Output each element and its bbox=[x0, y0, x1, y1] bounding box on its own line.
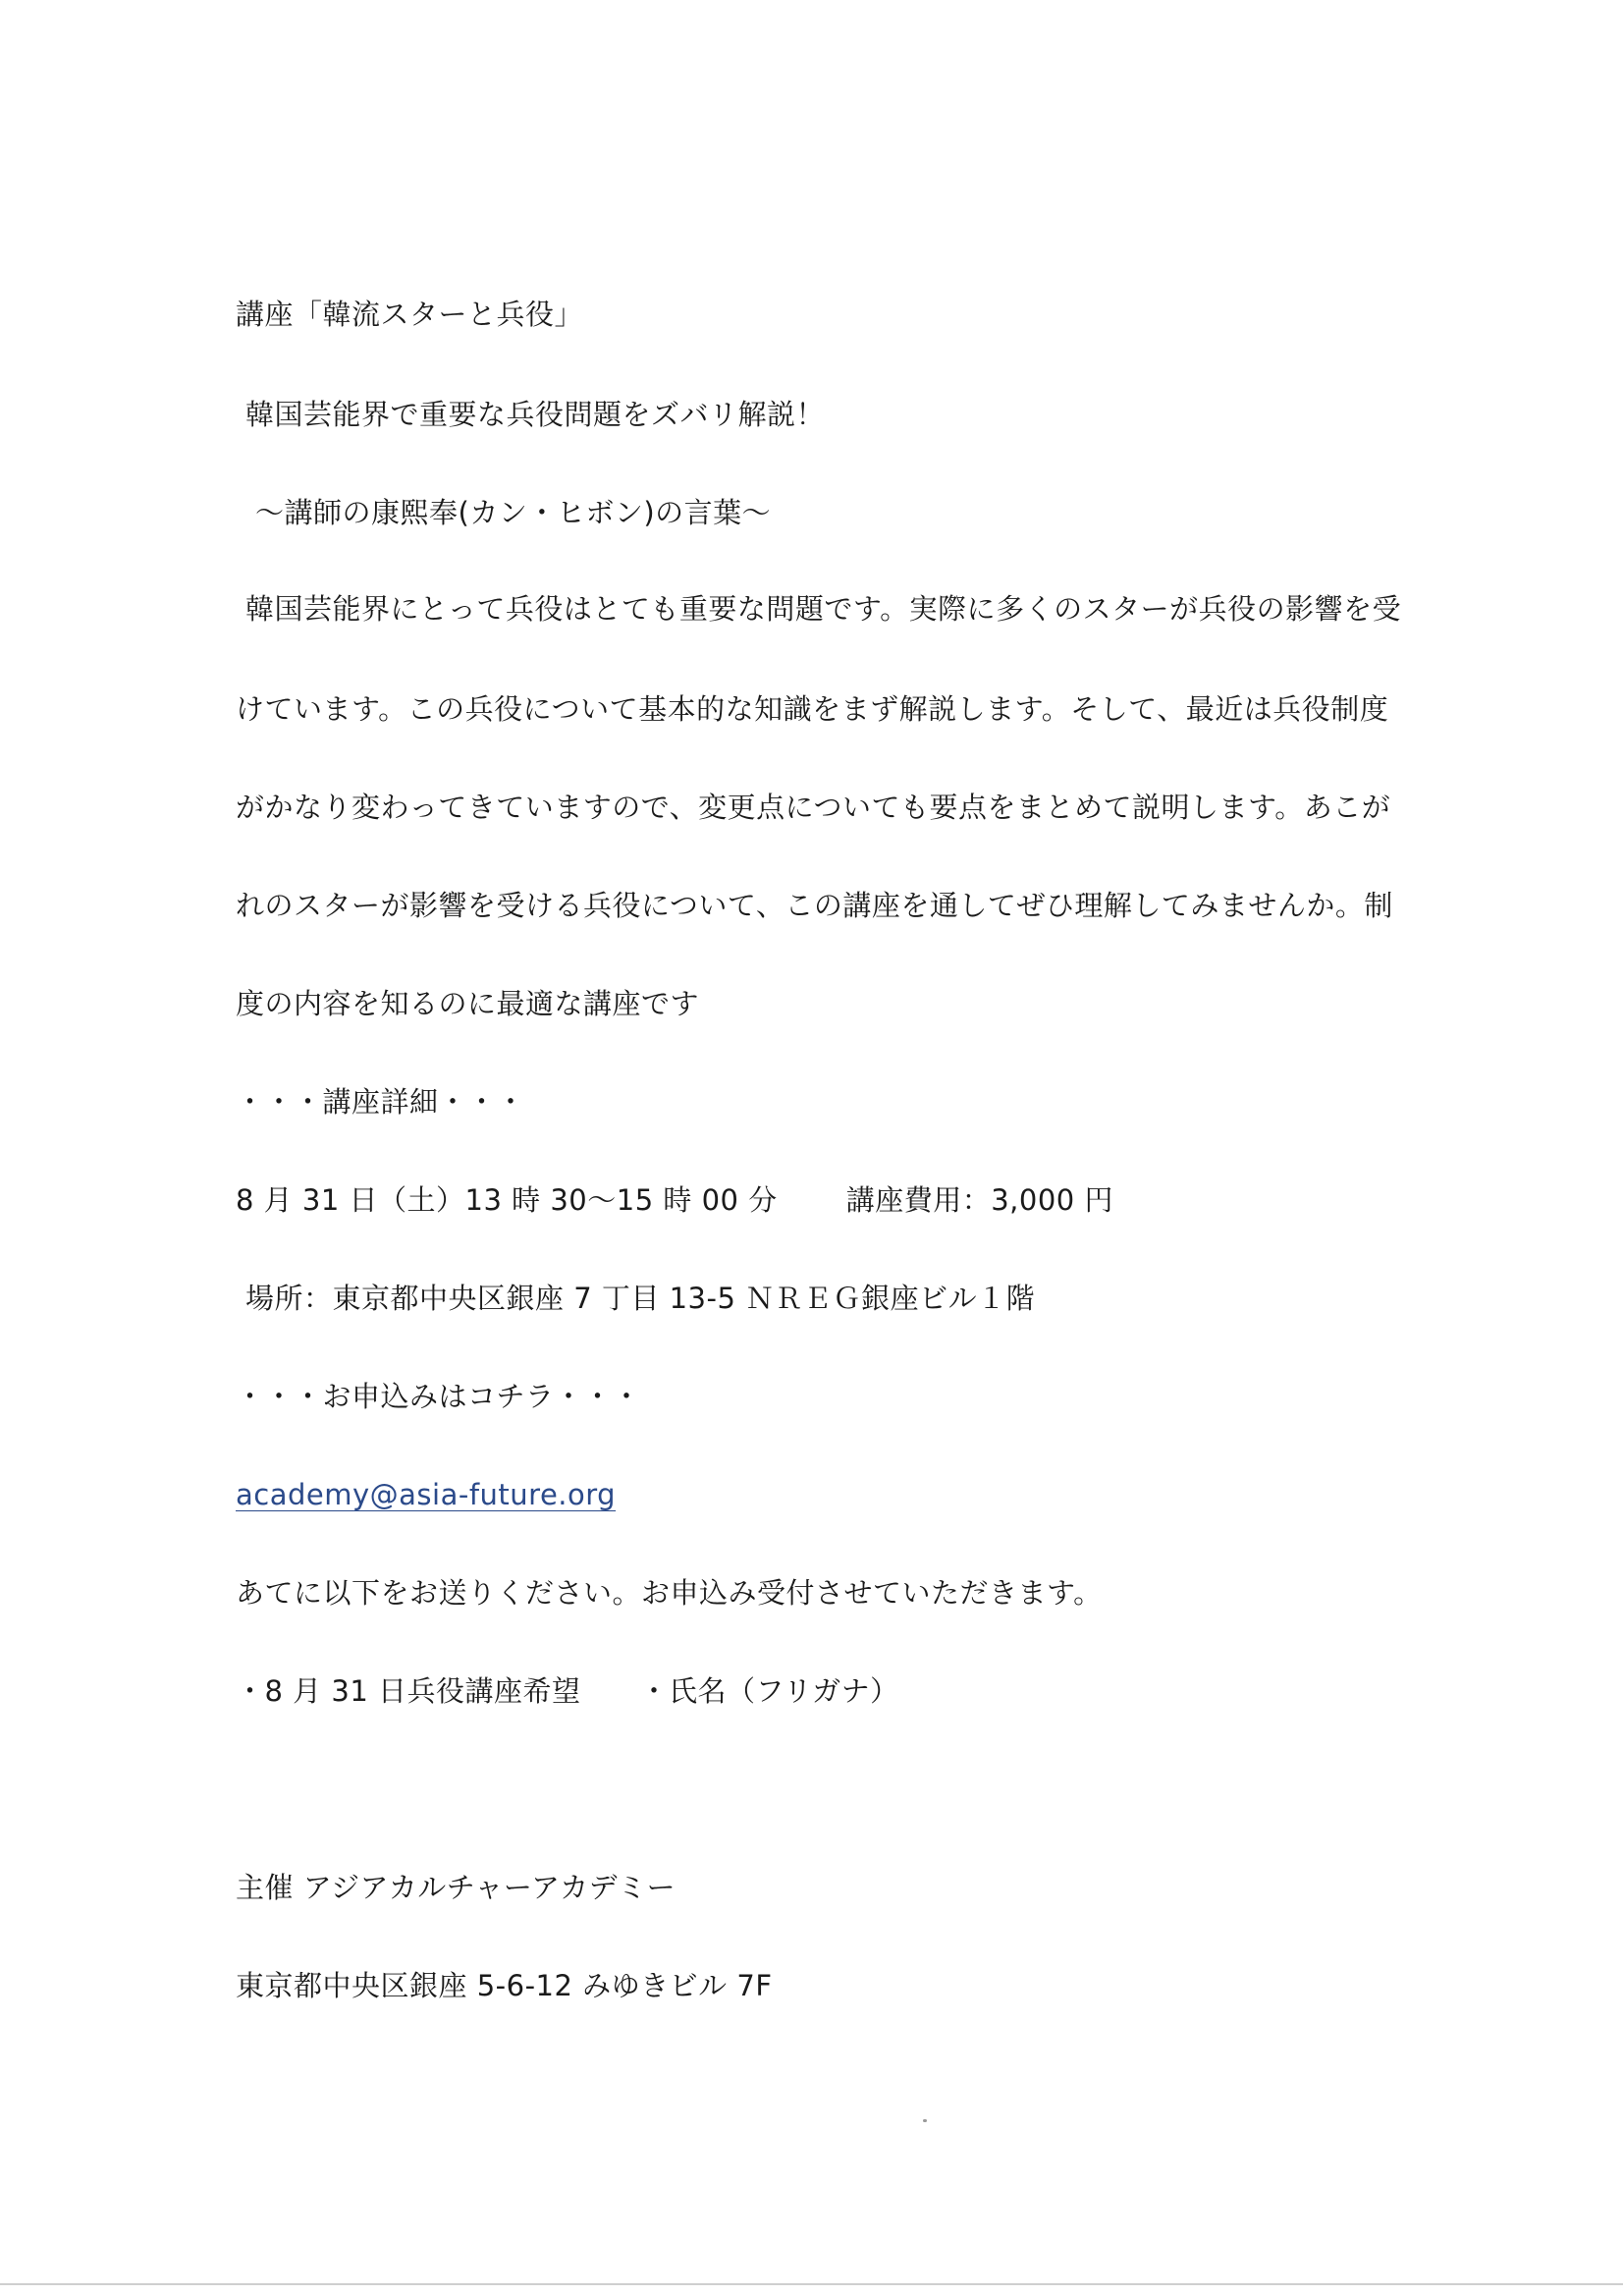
organizer-address: 東京都中央区銀座 5-6-12 みゆきビル 7F bbox=[236, 1969, 773, 2002]
apply-heading: ・・・お申込みはコチラ・・・ bbox=[236, 1380, 642, 1413]
scan-dust-mark bbox=[923, 2119, 927, 2122]
headline: 韓国芸能界で重要な兵役問題をズバリ解説！ bbox=[245, 398, 826, 431]
description-line-3: がかなり変わってきていますので、変更点についても要点をまとめて説明します。あこが bbox=[236, 791, 1391, 824]
description-line-5: 度の内容を知るのに最適な講座です bbox=[236, 987, 700, 1020]
apply-items-row bbox=[236, 1671, 899, 1711]
instructor-quote-heading: ～講師の康熙奉(カン・ヒボン)の言葉～ bbox=[255, 496, 772, 529]
description-line-1: 韓国芸能界にとって兵役はとても重要な問題です。実際に多くのスターが兵役の影響を受 bbox=[245, 592, 1402, 626]
apply-item-name: ・氏名（フリガナ） bbox=[639, 1674, 899, 1708]
apply-item-course: ・8 月 31 日兵役講座希望 bbox=[236, 1674, 581, 1708]
fee-text: 講座費用：3,000 円 bbox=[845, 1183, 1113, 1217]
course-title: 講座「韓流スターと兵役」 bbox=[236, 298, 584, 331]
venue-text: 場所：東京都中央区銀座 7 丁目 13-5 ＮＲＥＧ銀座ビル１階 bbox=[245, 1282, 1036, 1315]
description-line-2: けています。この兵役について基本的な知識をまず解説します。そして、最近は兵役制度 bbox=[236, 692, 1389, 726]
schedule-text: 8 月 31 日（土）13 時 30～15 時 00 分 bbox=[236, 1183, 778, 1217]
email-link[interactable] bbox=[236, 1475, 616, 1514]
scan-bottom-edge bbox=[0, 2283, 1623, 2285]
apply-instruction: あてに以下をお送りください。お申込み受付させていただきます。 bbox=[236, 1576, 1103, 1610]
organizer-name: 主催 アジアカルチャーアカデミー bbox=[236, 1871, 676, 1904]
schedule-and-fee-row bbox=[236, 1180, 1113, 1220]
details-heading: ・・・講座詳細・・・ bbox=[236, 1085, 526, 1119]
description-line-4: れのスターが影響を受ける兵役について、この講座を通してぜひ理解してみませんか。制 bbox=[236, 889, 1393, 922]
email-link-text[interactable]: academy@asia-future.org bbox=[236, 1478, 617, 1511]
